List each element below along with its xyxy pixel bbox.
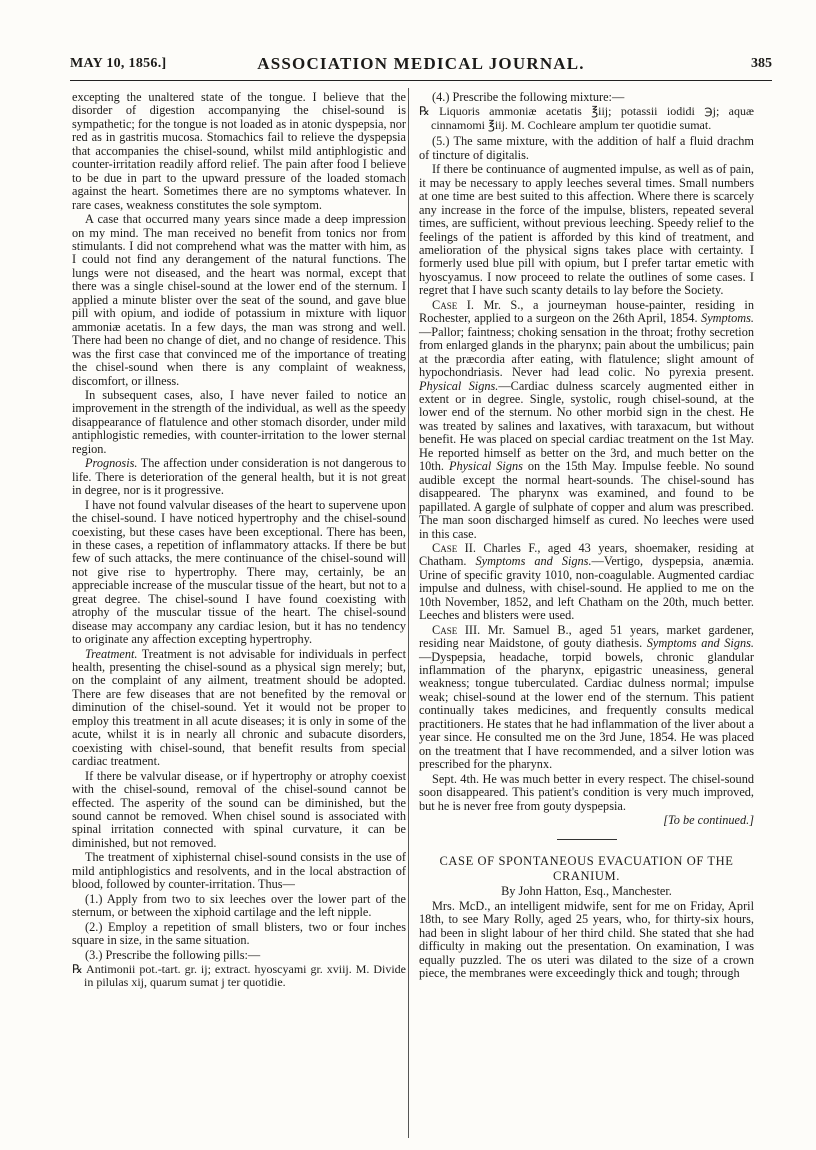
case-three bbox=[419, 624, 754, 772]
paragraph: A case that occurred many years since made a deep impression on my mind. The man received no benefit from tonics nor from stimulants. I did not comprehend what was the matter with him, as I could not find any derangement of the natural functions. The lungs were not diseased, and the heart was normal, except that there was a single chisel-sound at the lower end of the sternum. I applied a minute blister over the seat of the sound, and gave blue pill with opium, and iodide of potassium in mixture with liquor ammoniæ acetatis. In a few days, the man was strong and well. There had been no change of diet, and no change of residence. This was the first case that convinced me of the importance of treating the chisel-sound when there is any complaint of weakness, discomfort, or illness. bbox=[72, 212, 406, 388]
page-header bbox=[70, 54, 772, 80]
left-column bbox=[72, 91, 406, 993]
case-one bbox=[419, 299, 754, 541]
paragraph: If there be valvular disease, or if hypertrophy or atrophy coexist with the chisel-sound, removal of the chisel-sound cannot be effected. The asperity of the sound can be diminished, but the sound cannot be removed. When chisel sound is associated with spinal irritation connected with spinal curvature, it can be diminished, but not removed. bbox=[72, 768, 406, 850]
symptoms-heading: Symptoms. bbox=[701, 311, 754, 326]
header-date: MAY 10, 1856.] bbox=[70, 56, 167, 71]
journal-title: ASSOCIATION MEDICAL JOURNAL. bbox=[257, 54, 585, 73]
list-item: (3.) Prescribe the following pills:— bbox=[85, 947, 261, 962]
paragraph: If there be continuance of augmented impulse, as well as of pain, it may be necessary to apply leeches several times. Small numbers at one time are best suited to this affection. Where there is scarcely any increase in the force of the impulse, blisters, repeated several times, are sufficient, without previous leeching. Speedy relief to the feelings of the patient is afforded by this kind of treatment, and amelioration of the physical signs takes place with certainty. I formerly used blue pill with opium, but I prefer tartar emetic with hyoscyamus. I now proceed to relate the outlines of some cases. I regret that I have such scanty details to lay before the Society. bbox=[419, 162, 754, 298]
case-two bbox=[419, 542, 754, 623]
paragraph bbox=[72, 457, 406, 497]
list-item: (4.) Prescribe the following mixture:— bbox=[432, 90, 625, 104]
physical-signs-heading: Physical Signs. bbox=[419, 378, 499, 393]
paragraph-text: Treatment is not advisable for individuals in perfect health, presenting the chisel-sound as a physical sign merely; but, on the complaint of any ailment, treatment should be adopted. There are few diseases that are not benefited by the removal or diminution of the chisel-sound. Yet it would not be proper to employ this treatment in all acute diseases; it is only in some of the acute, whilst it is in nearly all chronic and subacute disorders, coexisting with chisel-sound, that benefit results from special cardiac treatment. bbox=[72, 646, 406, 769]
physical-signs-heading: Physical Signs bbox=[448, 459, 523, 474]
paragraph-text: on the 15th May. Impulse feeble. No sound audible except the normal heart-sounds. The chisel-sound has disappeared. The pharynx was examined, and found to be papillated. A gargle of sulphate of copper and alum was prescribed. The man soon discharged himself as cured. No leeches were used in this case. bbox=[419, 459, 754, 541]
paragraph: I have not found valvular diseases of the heart to supervene upon the chisel-sound. I have noticed hypertrophy and the chisel-sound coexisting, but these cases have been exceptional. There has been, in these cases, a repetition of inflammatory attacks. If there be but few of such attacks, the mere continuance of the chisel-sound will not give rise to hypertrophy. There may, certainly, be an appreciable increase of the muscular tissue of the heart, but not to a great degree. The chisel-sound I have found coexisting with atrophy of the muscular tissue of the heart. The chisel-sound disease may accompany any cardiac lesion, but it has no tendency to originate any affection excepting hypertrophy. bbox=[72, 497, 406, 647]
paragraph: excepting the unaltered state of the tongue. I believe that the disorder of digestion accompanying the chisel-sound is sympathetic; for the tongue is not loaded as in atonic dyspepsia, nor red as in gastritis mucosa. Stomachics fail to relieve the dyspepsia that accompanies the chisel-sound, whilst mild antiphlogistic and counter-irritation readily afford relief. The pain after food I believe to be due in part to the upward pressure of the loaded stomach against the heart. Sometimes there are no symptoms whatever. In rare cases, weakness constitutes the sole symptom. bbox=[72, 90, 406, 212]
paragraph-text: —Pallor; faintness; choking sensation in the throat; frothy secretion from enlarged glands in the pharynx; pain about the umbilicus; pain at the præcordia after eating, with flatulence; slight amount of hypochondriasis. Never had lead colic. No pyrexia present. bbox=[419, 324, 754, 380]
header-rule bbox=[70, 80, 772, 81]
article-byline: By John Hatton, Esq., Manchester. bbox=[501, 884, 672, 899]
list-item: (2.) Employ a repetition of small blisters, two or four inches square in size, in the same situation. bbox=[72, 919, 406, 948]
symptoms-heading: Symptoms and Signs. bbox=[646, 636, 754, 651]
paragraph-text: Mr. S., a journeyman house-painter, residing in Rochester, applied to a surgeon on the 26th April, 1854. bbox=[419, 297, 755, 326]
prognosis-heading: Prognosis. bbox=[85, 456, 138, 471]
column-divider bbox=[408, 88, 409, 1138]
paragraph: The treatment of xiphisternal chisel-sound consists in the use of mild antiphlogistics and resolvents, and in the local abstraction of blood, followed by counter-irritation. Thus— bbox=[72, 850, 406, 892]
list-item: (1.) Apply from two to six leeches over the lower part of the sternum, or between the xiphoid cartilage and the left nipple. bbox=[72, 891, 406, 920]
to-be-continued: [To be continued.] bbox=[663, 813, 754, 828]
case-label: Case I. bbox=[432, 297, 474, 312]
paragraph: Sept. 4th. He was much better in every respect. The chisel-sound soon disappeared. This patient's condition is very much improved, but he is never free from gouty dyspepsia. bbox=[419, 771, 754, 813]
list-item: (5.) The same mixture, with the addition of half a fluid drachm of tincture of digitalis. bbox=[419, 134, 754, 162]
page-number: 385 bbox=[751, 56, 772, 71]
prescription: ℞ Liquoris ammoniæ acetatis ℥iij; potassii iodidi ℈j; aquæ cinnamomi ℥iij. M. Cochleare amplum ter quotidie sumat. bbox=[419, 104, 754, 132]
paragraph-text: —Cardiac dulness scarcely augmented either in extent or in degree. Single, systolic, rough chisel-sound, at the lower end of the sternum. No other morbid sign in the chest. He was treated by salines and laxatives, with taraxacum, but without benefit. He was placed on special cardiac treatment on the 1st May. He reported himself as better on the 3rd, and much better on the 10th. bbox=[419, 378, 755, 474]
right-column bbox=[419, 91, 754, 982]
paragraph bbox=[72, 648, 406, 769]
symptoms-heading: Symptoms and Signs. bbox=[475, 554, 592, 569]
case-label: Case III. bbox=[432, 622, 481, 637]
paragraph-text: —Vertigo, dyspepsia, anæmia. Urine of specific gravity 1010, non-coagulable. Augmented cardiac impulse and dulness, with chisel-sound. He applied to me on the 10th November, 1852, and left Chatham on the 20th, much better. Leeches and blisters were used. bbox=[419, 554, 754, 623]
case-label: Case II. bbox=[432, 540, 476, 555]
paragraph-text: The affection under consideration is not dangerous to life. There is deterioration of the general health, but it is not great in degree, nor is it progressive. bbox=[72, 456, 406, 498]
treatment-heading: Treatment. bbox=[85, 646, 138, 661]
paragraph-text: Mr. Samuel B., aged 51 years, market gardener, residing near Maidstone, of gouty diathesis. bbox=[419, 622, 755, 651]
section-rule bbox=[557, 839, 617, 840]
article-title: CASE OF SPONTANEOUS EVACUATION OF THE CRANIUM. bbox=[439, 854, 734, 884]
paragraph: In subsequent cases, also, I have never failed to notice an improvement in the strength of the individual, as well as the speedy disappearance of flatulence and other stomach disorder, under mild antiphlogistic remedies, with counter-irritation to the lower sternal region. bbox=[72, 387, 406, 456]
prescription: ℞ Antimonii pot.-tart. gr. ij; extract. hyoscyami gr. xviij. M. Divide in pilulas xij, quarum sumat j ter quotidie. bbox=[72, 962, 406, 990]
paragraph: Mrs. McD., an intelligent midwife, sent for me on Friday, April 18th, to see Mary Rolly, aged 25 years, who, for thirty-six hours, had been in slight labour of her third child. She stated that she had difficulty in making out the presentation. On examination, I was equally puzzled. The os uteri was dilated to the size of a crown piece, the membranes were exceedingly thick and tough; through bbox=[419, 898, 754, 981]
paragraph-text: —Dyspepsia, headache, torpid bowels, chronic glandular inflammation of the pharynx, epigastric uneasiness, general weakness; tongue tuberculated. Cardiac dulness normal; impulse weak; chisel-sound at the lower end of the sternum. This patient continually takes medicines, and frequently consults medical practitioners. He states that he had inflammation of the liver about a year since. He consulted me on the 3rd June, 1854. He was placed on the treatment that I have recommended, and a silver lotion was prescribed for the pharynx. bbox=[419, 649, 754, 772]
paragraph-text: Charles F., aged 43 years, shoemaker, residing at Chatham. bbox=[419, 540, 755, 569]
